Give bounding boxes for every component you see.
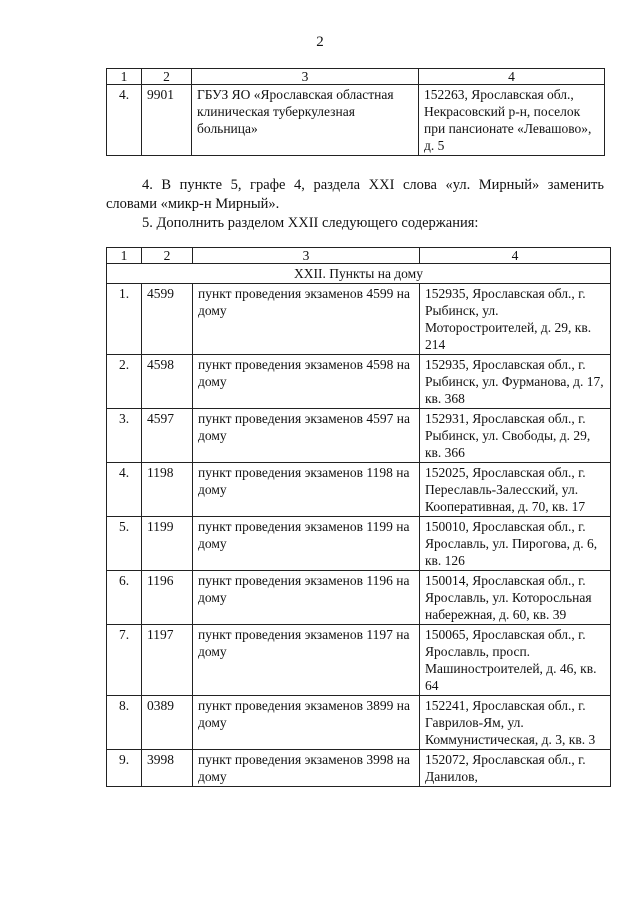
column-header: 4: [420, 248, 611, 264]
point-address: 152241, Ярославская обл., г. Гаврилов-Ям, ул. Коммунистическая, д. 3, кв. 3: [420, 696, 611, 750]
point-code: 3998: [142, 750, 193, 787]
section-title: XXII. Пункты на дому: [107, 264, 611, 284]
point-address: 152931, Ярославская обл., г. Рыбинск, ул. Свободы, д. 29, кв. 366: [420, 409, 611, 463]
point-address: 150010, Ярославская обл., г. Ярославль, ул. Пирогова, д. 6, кв. 126: [420, 517, 611, 571]
point-code: 4597: [142, 409, 193, 463]
point-code: 1196: [142, 571, 193, 625]
point-code: 4599: [142, 284, 193, 355]
point-address: 152072, Ярославская обл., г. Данилов,: [420, 750, 611, 787]
point-name: пункт проведения экзаменов 4598 на дому: [193, 355, 420, 409]
row-number: 3.: [107, 409, 142, 463]
table-header-row: [107, 248, 611, 264]
point-code: 1199: [142, 517, 193, 571]
table-header-row: [107, 69, 605, 85]
point-name: пункт проведения экзаменов 1197 на дому: [193, 625, 420, 696]
point-address: 150014, Ярославская обл., г. Ярославль, ул. Которосльная набережная, д. 60, кв. 39: [420, 571, 611, 625]
point-name: пункт проведения экзаменов 3998 на дому: [193, 750, 420, 787]
point-address: 152935, Ярославская обл., г. Рыбинск, ул. Моторостроителей, д. 29, кв. 214: [420, 284, 611, 355]
row-number: 7.: [107, 625, 142, 696]
table-row: [107, 517, 611, 571]
table-row: [107, 750, 611, 787]
page-number: 2: [316, 34, 324, 50]
institutions-table: [106, 68, 605, 156]
table-row: [107, 571, 611, 625]
table-row: [107, 85, 605, 156]
table-row: [107, 409, 611, 463]
point-name: ГБУЗ ЯО «Ярославская областная клиническая туберкулезная больница»: [192, 85, 419, 156]
point-name: пункт проведения экзаменов 4597 на дому: [193, 409, 420, 463]
point-code: 1198: [142, 463, 193, 517]
row-number: 4.: [107, 463, 142, 517]
home-points-table: [106, 247, 611, 787]
row-number: 6.: [107, 571, 142, 625]
point-name: пункт проведения экзаменов 1199 на дому: [193, 517, 420, 571]
point-address: 152263, Ярославская обл., Некрасовский р-н, поселок при пансионате «Левашово», д. 5: [419, 85, 605, 156]
table-row: [107, 625, 611, 696]
table-row: [107, 696, 611, 750]
column-header: 1: [107, 69, 142, 85]
point-code: 4598: [142, 355, 193, 409]
row-number: 9.: [107, 750, 142, 787]
column-header: 1: [107, 248, 142, 264]
row-number: 8.: [107, 696, 142, 750]
table-row: [107, 463, 611, 517]
section-title-row: [107, 264, 611, 284]
point-code: 0389: [142, 696, 193, 750]
row-number: 4.: [107, 85, 142, 156]
row-number: 5.: [107, 517, 142, 571]
column-header: 2: [142, 69, 192, 85]
column-header: 3: [192, 69, 419, 85]
row-number: 1.: [107, 284, 142, 355]
point-code: 9901: [142, 85, 192, 156]
point-name: пункт проведения экзаменов 1198 на дому: [193, 463, 420, 517]
amendment-paragraph: 5. Дополнить разделом XXII следующего содержания:: [142, 215, 479, 231]
point-name: пункт проведения экзаменов 1196 на дому: [193, 571, 420, 625]
table-row: [107, 355, 611, 409]
row-number: 2.: [107, 355, 142, 409]
point-address: 152025, Ярославская обл., г. Переславль-Залесский, ул. Кооперативная, д. 70, кв. 17: [420, 463, 611, 517]
point-name: пункт проведения экзаменов 4599 на дому: [193, 284, 420, 355]
point-address: 150065, Ярославская обл., г. Ярославль, просп. Машиностроителей, д. 46, кв. 64: [420, 625, 611, 696]
column-header: 4: [419, 69, 605, 85]
table-row: [107, 284, 611, 355]
point-name: пункт проведения экзаменов 3899 на дому: [193, 696, 420, 750]
amendment-paragraph: 4. В пункте 5, графе 4, раздела XXI слова «ул. Мирный» заменить словами «микр-н Мирный».: [106, 177, 604, 212]
column-header: 2: [142, 248, 193, 264]
point-code: 1197: [142, 625, 193, 696]
column-header: 3: [193, 248, 420, 264]
point-address: 152935, Ярославская обл., г. Рыбинск, ул. Фурманова, д. 17, кв. 368: [420, 355, 611, 409]
